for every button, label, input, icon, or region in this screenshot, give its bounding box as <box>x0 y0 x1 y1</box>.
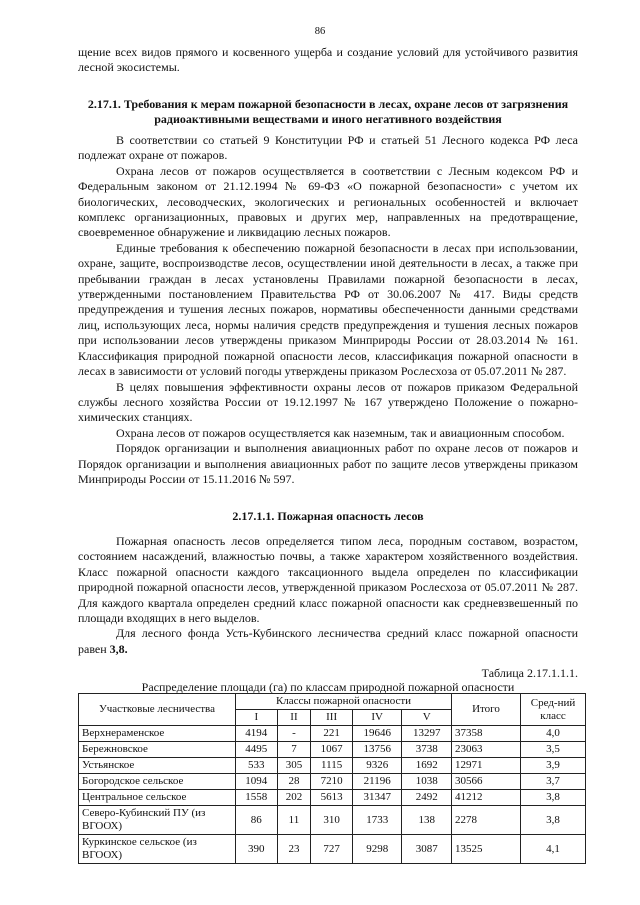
cell-class-5: 3738 <box>402 742 452 758</box>
cell-class-3: 1067 <box>311 742 353 758</box>
cell-name: Бережновское <box>79 742 236 758</box>
table-row <box>79 790 586 806</box>
header-forestry: Участковые лесничества <box>79 694 236 726</box>
header-class-4: IV <box>352 710 402 726</box>
cell-name: Богородское сельское <box>79 774 236 790</box>
cell-class-4: 9326 <box>352 758 402 774</box>
fire-class-table <box>78 693 586 864</box>
cell-avg: 3,9 <box>521 758 586 774</box>
paragraph: Охрана лесов от пожаров осуществляется как наземным, так и авиационным способом. <box>116 425 565 440</box>
cell-class-1: 533 <box>236 758 278 774</box>
cell-total: 2278 <box>452 806 521 835</box>
paragraph: В целях повышения эффективности охраны лесов от пожаров приказом Федеральной службы лесного хозяйства России от 19.12.1997 № 167 утверждено Положение о пожарно-химических станциях. <box>78 379 578 425</box>
table-row <box>79 726 586 742</box>
cell-class-3: 221 <box>311 726 353 742</box>
table-row <box>79 774 586 790</box>
table-row <box>79 758 586 774</box>
cell-class-3: 5613 <box>311 790 353 806</box>
intro-paragraph: щение всех видов прямого и косвенного ущерба и создание условий для устойчивого развития лесной экосистемы. <box>78 45 578 75</box>
header-class-1: I <box>236 710 278 726</box>
cell-class-5: 1692 <box>402 758 452 774</box>
paragraph: Пожарная опасность лесов определяется типом леса, породным составом, возрастом, состоянием насаждений, влажностью почвы, а также характером хозяйственного воздействия. Класс пожарной опасности каждого таксационного выдела определен по классификации природной пожарной опасности лесов, утвержденной приказом Рослесхоза от 05.07.2011 № 287. Для каждого квартала определен средний класс пожарной опасности как средневзвешенный по площади входящих в него выделов. <box>78 534 578 626</box>
cell-total: 30566 <box>452 774 521 790</box>
cell-avg: 3,8 <box>521 790 586 806</box>
cell-class-1: 390 <box>236 835 278 864</box>
header-classes: Классы пожарной опасности <box>236 694 452 710</box>
cell-total: 13525 <box>452 835 521 864</box>
cell-name: Центральное сельское <box>79 790 236 806</box>
avg-class-text: Для лесного фонда Усть-Кубинского лесничества средний класс пожарной опасности равен <box>78 626 578 656</box>
cell-class-1: 4194 <box>236 726 278 742</box>
header-class-5: V <box>402 710 452 726</box>
cell-total: 41212 <box>452 790 521 806</box>
section-body <box>78 133 578 487</box>
cell-avg: 4,0 <box>521 726 586 742</box>
cell-class-2: 202 <box>277 790 311 806</box>
table-row <box>79 835 586 864</box>
table-number: Таблица 2.17.1.1.1. <box>481 666 578 680</box>
cell-name: Верхнераменское <box>79 726 236 742</box>
cell-class-5: 3087 <box>402 835 452 864</box>
header-class-3: III <box>311 710 353 726</box>
cell-name: Устьянское <box>79 758 236 774</box>
table-row <box>79 806 586 835</box>
cell-class-2: 23 <box>277 835 311 864</box>
cell-class-2: - <box>277 726 311 742</box>
paragraph: Порядок организации и выполнения авиационных работ по охране лесов от пожаров и Порядок организации и выполнения авиационных работ по защите лесов утверждены приказом Минприроды России от 15.11.2016 № 597. <box>78 441 578 486</box>
cell-class-3: 1115 <box>311 758 353 774</box>
cell-class-4: 31347 <box>352 790 402 806</box>
paragraph: Охрана лесов от пожаров осуществляется в соответствии с Лесным кодексом РФ и Федеральным законом от 21.12.1994 № 69-ФЗ «О пожарной безопасности» с учетом их биологических, лесоводческих, экологических и региональных особенностей и включает комплекс организационных, правовых и других мер, направленных на предотвращение, своевременное обнаружение и ликвидацию лесных пожаров. <box>78 163 578 240</box>
cell-class-2: 305 <box>277 758 311 774</box>
cell-class-1: 1094 <box>236 774 278 790</box>
table-body <box>79 726 586 864</box>
cell-avg: 3,7 <box>521 774 586 790</box>
section-title: 2.17.1. Требования к мерам пожарной безопасности в лесах, охране лесов от загрязнения радиоактивными веществами и иного негативного воздействия <box>87 97 569 127</box>
cell-avg: 3,8 <box>521 806 586 835</box>
cell-class-1: 86 <box>236 806 278 835</box>
cell-class-3: 727 <box>311 835 353 864</box>
cell-total: 12971 <box>452 758 521 774</box>
avg-class-value: 3,8. <box>109 641 128 656</box>
cell-total: 23063 <box>452 742 521 758</box>
cell-class-4: 9298 <box>352 835 402 864</box>
cell-class-4: 1733 <box>352 806 402 835</box>
subsection-title: 2.17.1.1. Пожарная опасность лесов <box>232 509 424 523</box>
cell-name: Куркинское сельское (из ВГООХ) <box>79 835 236 864</box>
header-class-2: II <box>277 710 311 726</box>
cell-class-3: 7210 <box>311 774 353 790</box>
page-number: 86 <box>314 26 326 37</box>
cell-class-5: 138 <box>402 806 452 835</box>
cell-class-4: 19646 <box>352 726 402 742</box>
cell-avg: 4,1 <box>521 835 586 864</box>
table-caption: Распределение площади (га) по классам природной пожарной опасности <box>141 680 515 694</box>
table-header-row <box>79 694 586 710</box>
cell-class-2: 28 <box>277 774 311 790</box>
cell-class-4: 21196 <box>352 774 402 790</box>
subsection-body <box>78 534 578 657</box>
cell-avg: 3,5 <box>521 742 586 758</box>
table-row <box>79 742 586 758</box>
cell-class-3: 310 <box>311 806 353 835</box>
paragraph: Единые требования к обеспечению пожарной безопасности в лесах при использовании, охране, защите, воспроизводстве лесов, осуществлении иной деятельности в лесах, а также при пребывании граждан в лесах установлены Правилами пожарной безопасности в лесах, утвержденными постановлением Правительства РФ от 30.06.2007 № 417. Виды средств предупреждения и тушения лесных пожаров, нормативы обеспеченности данными средствами лиц, использующих леса, нормы наличия средств предупреждения и тушения лесных пожаров при использовании лесов утверждены приказом Минприроды России от 28.03.2014 № 161. Классификация природной пожарной опасности лесов, классификация пожарной опасности в лесах в зависимости от условий погоды утверждены приказом Рослесхоза от 05.07.2011 № 287. <box>78 240 578 379</box>
cell-class-4: 13756 <box>352 742 402 758</box>
header-avg: Сред-ний класс <box>521 694 586 726</box>
avg-class-paragraph <box>78 626 578 657</box>
cell-total: 37358 <box>452 726 521 742</box>
cell-class-5: 1038 <box>402 774 452 790</box>
cell-class-2: 11 <box>277 806 311 835</box>
cell-class-1: 1558 <box>236 790 278 806</box>
paragraph: В соответствии со статьей 9 Конституции РФ и статьей 51 Лесного кодекса РФ леса подлежат охране от пожаров. <box>78 133 578 163</box>
cell-class-2: 7 <box>277 742 311 758</box>
cell-class-5: 13297 <box>402 726 452 742</box>
cell-class-5: 2492 <box>402 790 452 806</box>
intro-text <box>78 45 578 76</box>
cell-name: Северо-Кубинский ПУ (из ВГООХ) <box>79 806 236 835</box>
header-total: Итого <box>452 694 521 726</box>
cell-class-1: 4495 <box>236 742 278 758</box>
